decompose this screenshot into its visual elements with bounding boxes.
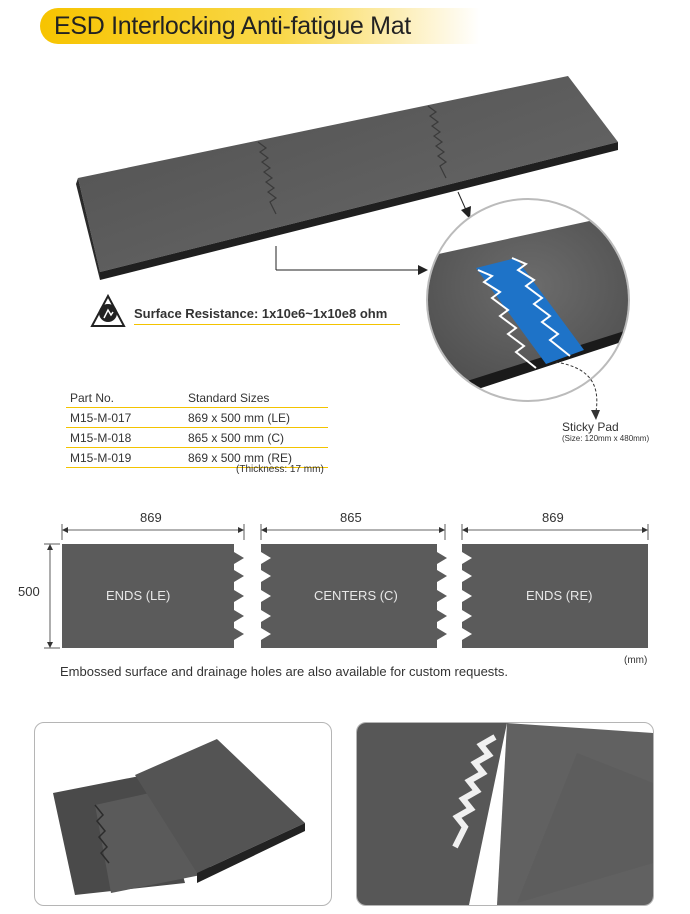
panel-label-c: CENTERS (C) (314, 588, 398, 603)
sticky-pad-label: Sticky Pad (562, 420, 619, 434)
part-number: M15-M-017 (70, 410, 132, 425)
photo-joint-closeup (356, 722, 654, 906)
standard-size: 869 x 500 mm (LE) (188, 410, 291, 425)
dim-right-width: 869 (542, 510, 564, 525)
part-number: M15-M-018 (70, 430, 132, 445)
table-row (66, 408, 328, 428)
thickness-note: (Thickness: 17 mm) (236, 464, 324, 475)
unit-label: (mm) (624, 655, 648, 666)
header-standard-sizes: Standard Sizes (188, 390, 270, 405)
resistance-underline (134, 324, 400, 325)
panel-label-re: ENDS (RE) (526, 588, 593, 603)
table-row (66, 428, 328, 448)
surface-resistance: Surface Resistance: 1x10e6~1x10e8 ohm (134, 306, 388, 321)
panel-label-le: ENDS (LE) (106, 588, 171, 603)
dim-height: 500 (18, 584, 40, 599)
page-title: ESD Interlocking Anti-fatigue Mat (54, 12, 411, 40)
sticky-pad-size: (Size: 120mm x 480mm) (562, 434, 650, 443)
dim-center-width: 865 (340, 510, 362, 525)
esd-warning-icon (92, 296, 124, 326)
custom-request-note: Embossed surface and drainage holes are also available for custom requests. (60, 664, 509, 679)
standard-size: 865 x 500 mm (C) (188, 430, 285, 445)
photo-stacked-mats (34, 722, 332, 906)
standard-size: 869 x 500 mm (RE) (188, 450, 293, 465)
spec-table (66, 388, 328, 468)
header-part-no: Part No. (70, 390, 115, 405)
table-header (66, 388, 328, 408)
dim-left-width: 869 (140, 510, 162, 525)
part-number: M15-M-019 (70, 450, 132, 465)
